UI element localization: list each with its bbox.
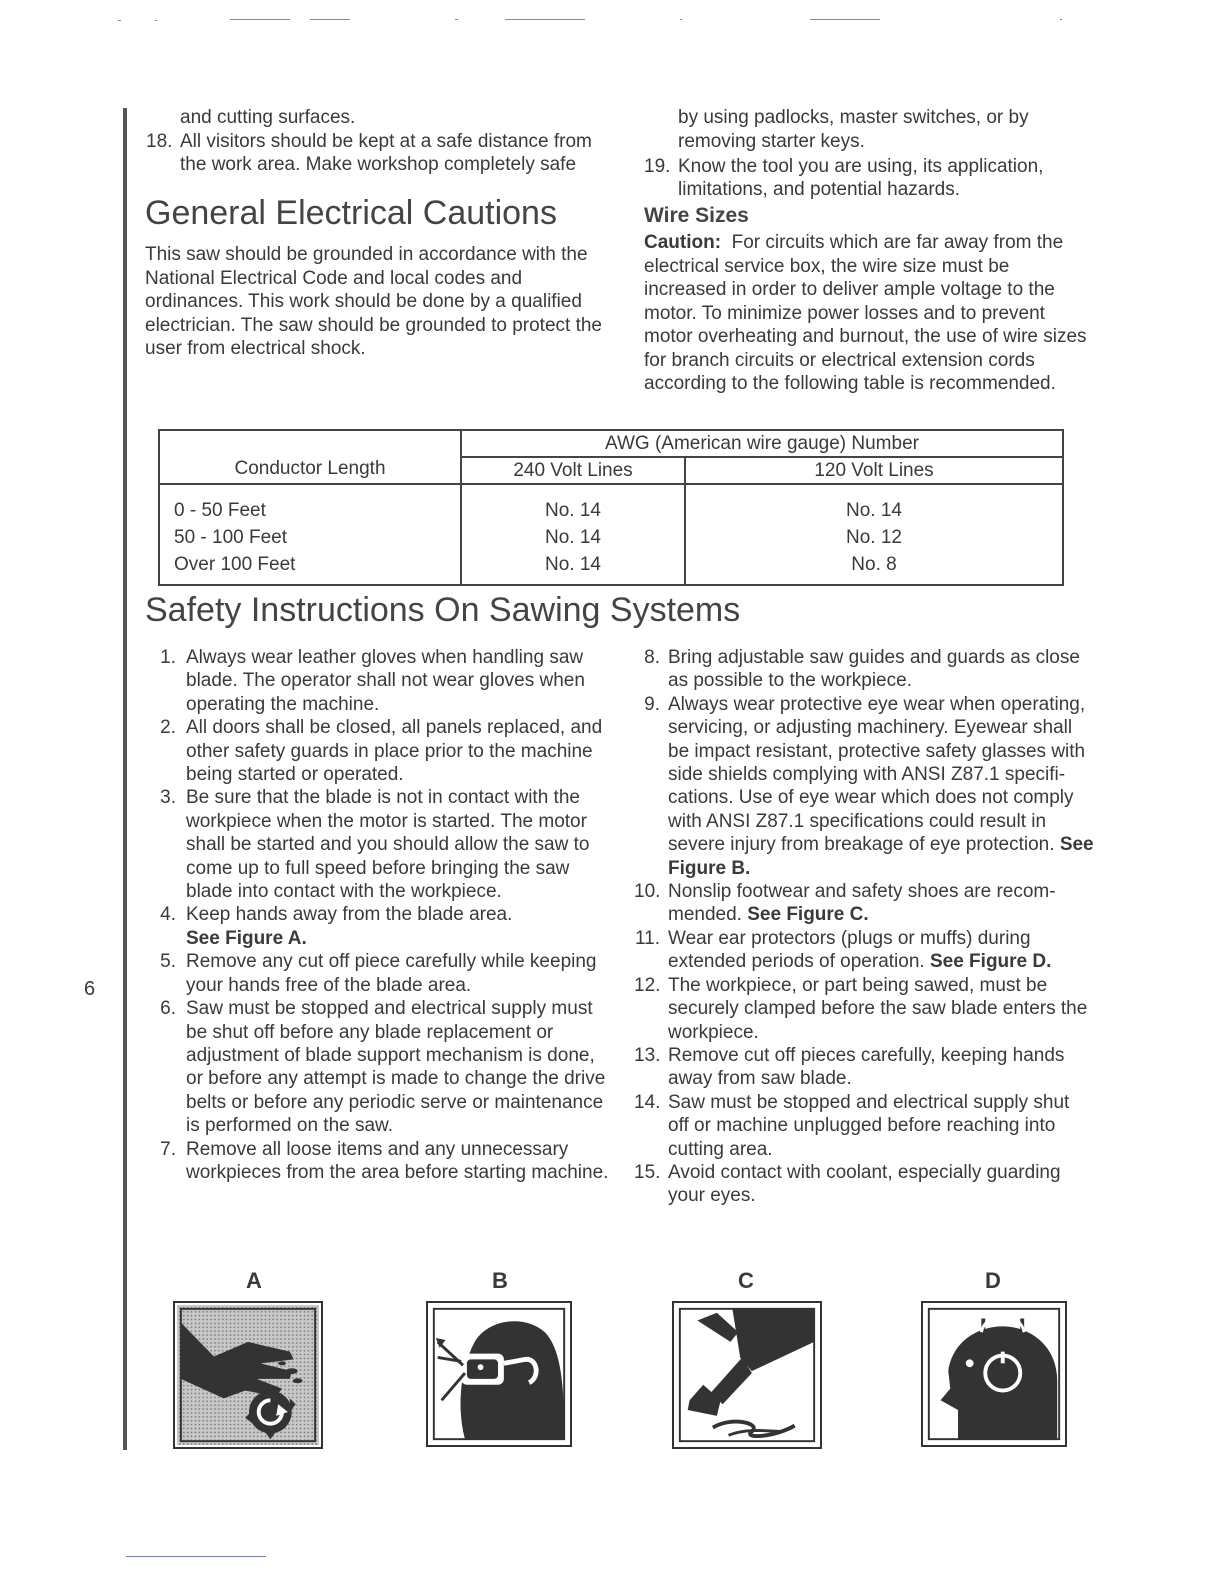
list-item: 19. Know the tool you are using, its application, limitations, and potential hazards. xyxy=(644,156,1044,201)
list-item: 5. Remove any cut off piece carefully while keeping your hands free of the blade area. xyxy=(160,951,597,996)
col-header-conductor-length: Conductor Length xyxy=(159,430,461,484)
length-cell: 0 - 50 Feet 50 - 100 Feet Over 100 Feet xyxy=(159,484,461,585)
safety-list-left xyxy=(146,646,616,1184)
wire-sizes-body xyxy=(644,231,1096,396)
figure-ref: See Figure B. xyxy=(668,834,1094,879)
caution-text: For circuits which are far away from the electrical service box, the wire size must be increased in order to deliver ample voltage to the motor. To minimize power losses and to prevent motor overheating and burnout, the use of wire sizes for branch circuits or electrical extension cords according to the following table is recommended. xyxy=(644,232,1087,394)
list-item: 14. Saw must be stopped and electrical supply shut off or machine unplugged before reaching into cutting area. xyxy=(634,1091,1070,1160)
margin-rule xyxy=(123,108,127,1450)
safety-list-right xyxy=(634,646,1094,1208)
list-item: 6. Saw must be stopped and electrical supply must be shut off before any blade replacement or adjustment of blade support mechanism is done, or before any attempt is made to change the drive belts or before any periodic serve or maintenance is performed on the saw. xyxy=(160,998,606,1137)
footer-rule xyxy=(126,1556,266,1557)
list-item: 10. Nonslip footwear and safety shoes are recom-mended. See Figure C. xyxy=(634,881,1056,926)
figure-d-label: D xyxy=(985,1268,1001,1293)
figure-c-label: C xyxy=(738,1268,754,1293)
list-item: 8. Bring adjustable saw guides and guards as close as possible to the workpiece. xyxy=(644,647,1080,692)
page-number: 6 xyxy=(84,978,96,1000)
nonslip-footwear-icon xyxy=(672,1301,822,1449)
continuation-text-right: by using padlocks, master switches, or by removing starter keys. xyxy=(678,107,1029,152)
list-item: 12. The workpiece, or part being sawed, must be securely clamped before the saw blade enters the workpiece. xyxy=(634,974,1088,1043)
list-item: 18. All visitors should be kept at a safe distance from the work area. Make workshop completely safe xyxy=(146,131,592,176)
col-header-240v: 240 Volt Lines xyxy=(461,457,685,484)
240v-cell: No. 14 No. 14 No. 14 xyxy=(461,484,685,585)
figure-ref: See Figure A. xyxy=(186,927,307,949)
wire-sizes-heading: Wire Sizes xyxy=(644,204,749,227)
hand-near-blade-icon xyxy=(173,1301,323,1449)
figure-a-label: A xyxy=(246,1268,262,1293)
scan-artifacts xyxy=(110,14,1070,24)
120v-cell: No. 14 No. 12 No. 8 xyxy=(685,484,1063,585)
safety-heading: Safety Instructions On Sawing Systems xyxy=(145,591,741,629)
electrical-heading: General Electrical Cautions xyxy=(145,194,557,232)
electrical-body: This saw should be grounded in accordance with the National Electrical Code and local codes and ordinances. This work should be done by a qualified electrician. The saw should be grounded to protect the user from electrical shock. xyxy=(145,244,602,359)
continuation-text-left: and cutting surfaces. xyxy=(180,107,356,128)
figure-ref: See Figure D. xyxy=(929,951,1052,973)
list-item: 11. Wear ear protectors (plugs or muffs) during extended periods of operation. See Figure D. xyxy=(634,927,1052,973)
col-header-120v: 120 Volt Lines xyxy=(685,457,1063,484)
item-list-continued-right xyxy=(644,155,1064,202)
safety-glasses-icon xyxy=(426,1301,572,1447)
item-list-continued-left xyxy=(146,130,606,177)
list-item: 3. Be sure that the blade is not in contact with the workpiece when the motor is started. The motor shall be started and you should allow the saw to come up to full speed before bringing the saw blade into contact with the workpiece. xyxy=(160,787,590,903)
ear-protection-icon xyxy=(921,1301,1067,1447)
figure-ref: See Figure C. xyxy=(747,904,869,926)
wire-size-table xyxy=(158,429,1064,586)
figure-b-label: B xyxy=(492,1268,508,1293)
list-item: 13. Remove cut off pieces carefully, keeping hands away from saw blade. xyxy=(634,1044,1065,1090)
list-item: 2. All doors shall be closed, all panels replaced, and other safety guards in place prior to the machine being started or operated. xyxy=(160,717,603,786)
group-header-awg: AWG (American wire gauge) Number xyxy=(461,430,1063,457)
list-item: 4. Keep hands away from the blade area. See Figure A. xyxy=(160,904,513,949)
caution-label: Caution: xyxy=(644,232,722,253)
list-item: 1. Always wear leather gloves when handling saw blade. The operator shall not wear gloves when operating the machine. xyxy=(160,647,585,715)
list-item: 9. Always wear protective eye wear when operating, servicing, or adjusting machinery. Eyewear shall be impact resistant, protective safety glasses with side shields complying with ANSI Z87.1 specifi-cations. Use of eye wear which does not comply with ANSI Z87.1 specifications could result in severe injury from breakage of eye protection. See Figure B. xyxy=(644,693,1094,879)
list-item: 7. Remove all loose items and any unnecessary workpieces from the area before starting machine. xyxy=(160,1138,609,1183)
list-item: 15. Avoid contact with coolant, especially guarding your eyes. xyxy=(634,1161,1061,1207)
